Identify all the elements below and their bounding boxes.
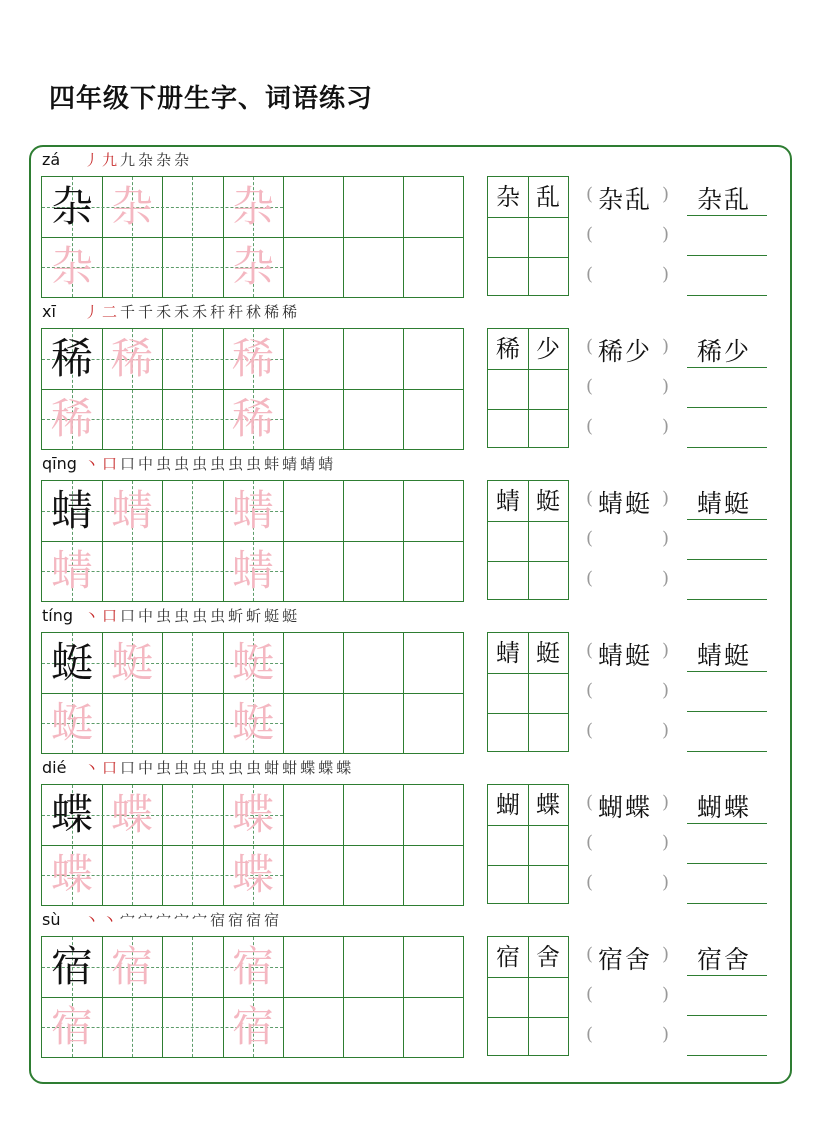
practice-row	[0, 906, 834, 1058]
stroke-step: 中	[138, 759, 154, 777]
stroke-step: 虫	[174, 607, 190, 625]
practice-row	[0, 754, 834, 906]
stroke-step: 蚌	[264, 455, 280, 473]
line-word: 蜻蜓	[697, 641, 752, 670]
stroke-step: 蜻	[300, 455, 316, 473]
trace-character: 蝶	[110, 790, 153, 839]
stroke-step: 虫	[156, 759, 172, 777]
writing-grid	[41, 328, 464, 450]
stroke-order	[84, 757, 354, 778]
trace-character: 蜻	[231, 546, 274, 595]
line-word: 蝴蝶	[697, 793, 752, 822]
pinyin-label: sù	[42, 910, 61, 929]
trace-character: 蝶	[231, 850, 274, 899]
trace-character: 蝶	[231, 790, 274, 839]
stroke-step: 中	[138, 607, 154, 625]
stroke-order	[84, 605, 300, 626]
paren-open: (	[586, 184, 594, 205]
stroke-step: 口	[102, 455, 118, 473]
stroke-step: 宀	[174, 911, 190, 929]
stroke-order	[84, 149, 192, 170]
answer-line	[687, 407, 767, 408]
paren-close: )	[662, 336, 670, 357]
pinyin-label: zá	[42, 150, 61, 169]
stroke-step: 秆	[228, 303, 244, 321]
answer-line	[687, 1055, 767, 1056]
paren-open: (	[586, 720, 594, 741]
paren-open: (	[586, 264, 594, 285]
stroke-step: 蚚	[228, 607, 244, 625]
answer-line	[687, 1015, 767, 1016]
trace-character: 蜓	[50, 698, 93, 747]
paren-close: )	[662, 264, 670, 285]
answer-line	[687, 255, 767, 256]
trace-character: 杂	[231, 182, 274, 231]
paren-close: )	[662, 416, 670, 437]
stroke-step: 秆	[210, 303, 226, 321]
trace-character: 杂	[110, 182, 153, 231]
pinyin-label: xī	[42, 302, 56, 321]
paren-open: (	[586, 376, 594, 397]
trace-character: 宿	[231, 942, 274, 991]
stroke-step: 虫	[210, 455, 226, 473]
stroke-step: 秫	[246, 303, 262, 321]
word-box	[487, 784, 569, 904]
stroke-step: 蚚	[246, 607, 262, 625]
practice-row	[0, 450, 834, 602]
stroke-step: 虫	[174, 455, 190, 473]
paren-open: (	[586, 528, 594, 549]
stroke-step: 丶	[84, 455, 100, 473]
paren-open: (	[586, 680, 594, 701]
answer-line	[687, 975, 767, 976]
stroke-step: 虫	[156, 455, 172, 473]
line-word: 蜻蜓	[697, 489, 752, 518]
trace-character: 蜻	[110, 486, 153, 535]
model-character: 杂	[50, 182, 93, 231]
word-char-2: 蜓	[536, 487, 560, 515]
stroke-step: 蜻	[318, 455, 334, 473]
stroke-step: 虫	[192, 759, 208, 777]
stroke-step: 禾	[192, 303, 208, 321]
trace-character: 蜓	[110, 638, 153, 687]
stroke-step: 虫	[174, 759, 190, 777]
answer-line	[687, 751, 767, 752]
stroke-step: 丿	[84, 303, 100, 321]
stroke-step: 口	[102, 759, 118, 777]
paren-open: (	[586, 224, 594, 245]
word-char-2: 少	[536, 335, 560, 363]
trace-character: 蝶	[50, 850, 93, 899]
answer-line	[687, 671, 767, 672]
stroke-step: 禾	[174, 303, 190, 321]
stroke-step: 蚶	[264, 759, 280, 777]
stroke-step: 宿	[210, 911, 226, 929]
answer-line	[687, 367, 767, 368]
trace-character: 蜻	[231, 486, 274, 535]
stroke-step: 口	[120, 607, 136, 625]
paren-open: (	[586, 792, 594, 813]
paren-open: (	[586, 640, 594, 661]
trace-character: 稀	[231, 394, 274, 443]
stroke-step: 蝶	[300, 759, 316, 777]
stroke-step: 蝶	[336, 759, 352, 777]
answer-line	[687, 711, 767, 712]
stroke-step: 蜓	[282, 607, 298, 625]
stroke-step: 虫	[192, 455, 208, 473]
stroke-step: 丶	[84, 759, 100, 777]
stroke-step: 禾	[156, 303, 172, 321]
word-box	[487, 936, 569, 1056]
paren-close: )	[662, 872, 670, 893]
stroke-step: 宿	[228, 911, 244, 929]
paren-open: (	[586, 416, 594, 437]
writing-grid	[41, 784, 464, 906]
paren-open: (	[586, 336, 594, 357]
stroke-step: 虫	[246, 455, 262, 473]
trace-character: 稀	[50, 394, 93, 443]
stroke-step: 千	[138, 303, 154, 321]
stroke-step: 蚶	[282, 759, 298, 777]
trace-character: 宿	[231, 1002, 274, 1051]
word-box	[487, 480, 569, 600]
paren-close: )	[662, 792, 670, 813]
word-box	[487, 632, 569, 752]
line-word: 稀少	[697, 337, 752, 366]
writing-grid	[41, 632, 464, 754]
stroke-step: 蜻	[282, 455, 298, 473]
paren-open: (	[586, 872, 594, 893]
model-character: 蜻	[50, 486, 93, 535]
paren-word: 稀少	[598, 337, 653, 366]
model-character: 蝶	[50, 790, 93, 839]
model-character: 宿	[50, 942, 93, 991]
word-char-1: 杂	[496, 183, 520, 211]
pinyin-label: dié	[42, 758, 67, 777]
word-box	[487, 176, 569, 296]
writing-grid	[41, 176, 464, 298]
pinyin-label: tíng	[42, 606, 74, 625]
stroke-step: 蝶	[318, 759, 334, 777]
answer-line	[687, 295, 767, 296]
answer-line	[687, 823, 767, 824]
model-character: 稀	[50, 334, 93, 383]
line-word: 宿舍	[697, 945, 752, 974]
writing-grid	[41, 936, 464, 1058]
answer-line	[687, 447, 767, 448]
answer-line	[687, 903, 767, 904]
stroke-step: 千	[120, 303, 136, 321]
word-char-2: 舍	[536, 943, 560, 971]
paren-close: )	[662, 224, 670, 245]
answer-line	[687, 559, 767, 560]
stroke-step: 宿	[264, 911, 280, 929]
word-char-2: 蜓	[536, 639, 560, 667]
stroke-step: 宀	[156, 911, 172, 929]
page-title: 四年级下册生字、词语练习	[49, 84, 374, 114]
trace-character: 宿	[110, 942, 153, 991]
answer-line	[687, 519, 767, 520]
paren-word: 蜻蜓	[598, 641, 653, 670]
word-char-1: 蝴	[496, 791, 520, 819]
stroke-step: 虫	[210, 607, 226, 625]
writing-grid	[41, 480, 464, 602]
stroke-step: 杂	[156, 151, 172, 169]
stroke-step: 九	[102, 151, 118, 169]
stroke-step: 中	[138, 455, 154, 473]
practice-row	[0, 602, 834, 754]
paren-close: )	[662, 720, 670, 741]
practice-row	[0, 298, 834, 450]
stroke-order	[84, 453, 336, 474]
trace-character: 蜻	[50, 546, 93, 595]
stroke-step: 虫	[228, 759, 244, 777]
stroke-step: 蜓	[264, 607, 280, 625]
stroke-step: 宀	[138, 911, 154, 929]
stroke-step: 杂	[138, 151, 154, 169]
word-char-1: 稀	[496, 335, 520, 363]
trace-character: 蜓	[231, 698, 274, 747]
paren-close: )	[662, 568, 670, 589]
word-char-1: 蜻	[496, 487, 520, 515]
paren-open: (	[586, 488, 594, 509]
answer-line	[687, 599, 767, 600]
practice-row	[0, 146, 834, 298]
stroke-order	[84, 301, 300, 322]
paren-open: (	[586, 944, 594, 965]
word-char-1: 宿	[496, 943, 520, 971]
paren-open: (	[586, 1024, 594, 1045]
stroke-step: 丶	[84, 607, 100, 625]
answer-line	[687, 215, 767, 216]
stroke-step: 口	[120, 759, 136, 777]
stroke-step: 虫	[156, 607, 172, 625]
paren-word: 杂乱	[598, 185, 653, 214]
trace-character: 杂	[231, 242, 274, 291]
trace-character: 宿	[50, 1002, 93, 1051]
stroke-step: 宿	[246, 911, 262, 929]
stroke-step: 稀	[264, 303, 280, 321]
paren-close: )	[662, 376, 670, 397]
paren-close: )	[662, 680, 670, 701]
paren-open: (	[586, 832, 594, 853]
stroke-step: 稀	[282, 303, 298, 321]
stroke-order	[84, 909, 282, 930]
model-character: 蜓	[50, 638, 93, 687]
stroke-step: 虫	[228, 455, 244, 473]
stroke-step: 丶	[102, 911, 118, 929]
stroke-step: 丶	[84, 911, 100, 929]
stroke-step: 九	[120, 151, 136, 169]
stroke-step: 虫	[246, 759, 262, 777]
word-char-2: 乱	[536, 183, 560, 211]
paren-close: )	[662, 832, 670, 853]
pinyin-label: qīng	[42, 454, 77, 473]
paren-close: )	[662, 184, 670, 205]
paren-word: 蜻蜓	[598, 489, 653, 518]
word-char-1: 蜻	[496, 639, 520, 667]
trace-character: 稀	[231, 334, 274, 383]
stroke-step: 宀	[192, 911, 208, 929]
stroke-step: 二	[102, 303, 118, 321]
stroke-step: 宀	[120, 911, 136, 929]
paren-close: )	[662, 488, 670, 509]
trace-character: 蜓	[231, 638, 274, 687]
paren-word: 宿舍	[598, 945, 653, 974]
paren-word: 蝴蝶	[598, 793, 653, 822]
stroke-step: 虫	[210, 759, 226, 777]
stroke-step: 口	[102, 607, 118, 625]
word-char-2: 蝶	[536, 791, 560, 819]
paren-close: )	[662, 1024, 670, 1045]
word-box	[487, 328, 569, 448]
paren-open: (	[586, 568, 594, 589]
paren-close: )	[662, 984, 670, 1005]
stroke-step: 口	[120, 455, 136, 473]
trace-character: 杂	[50, 242, 93, 291]
stroke-step: 丿	[84, 151, 100, 169]
trace-character: 稀	[110, 334, 153, 383]
line-word: 杂乱	[697, 185, 752, 214]
paren-close: )	[662, 640, 670, 661]
answer-line	[687, 863, 767, 864]
paren-close: )	[662, 528, 670, 549]
paren-close: )	[662, 944, 670, 965]
stroke-step: 虫	[192, 607, 208, 625]
paren-open: (	[586, 984, 594, 1005]
stroke-step: 杂	[174, 151, 190, 169]
